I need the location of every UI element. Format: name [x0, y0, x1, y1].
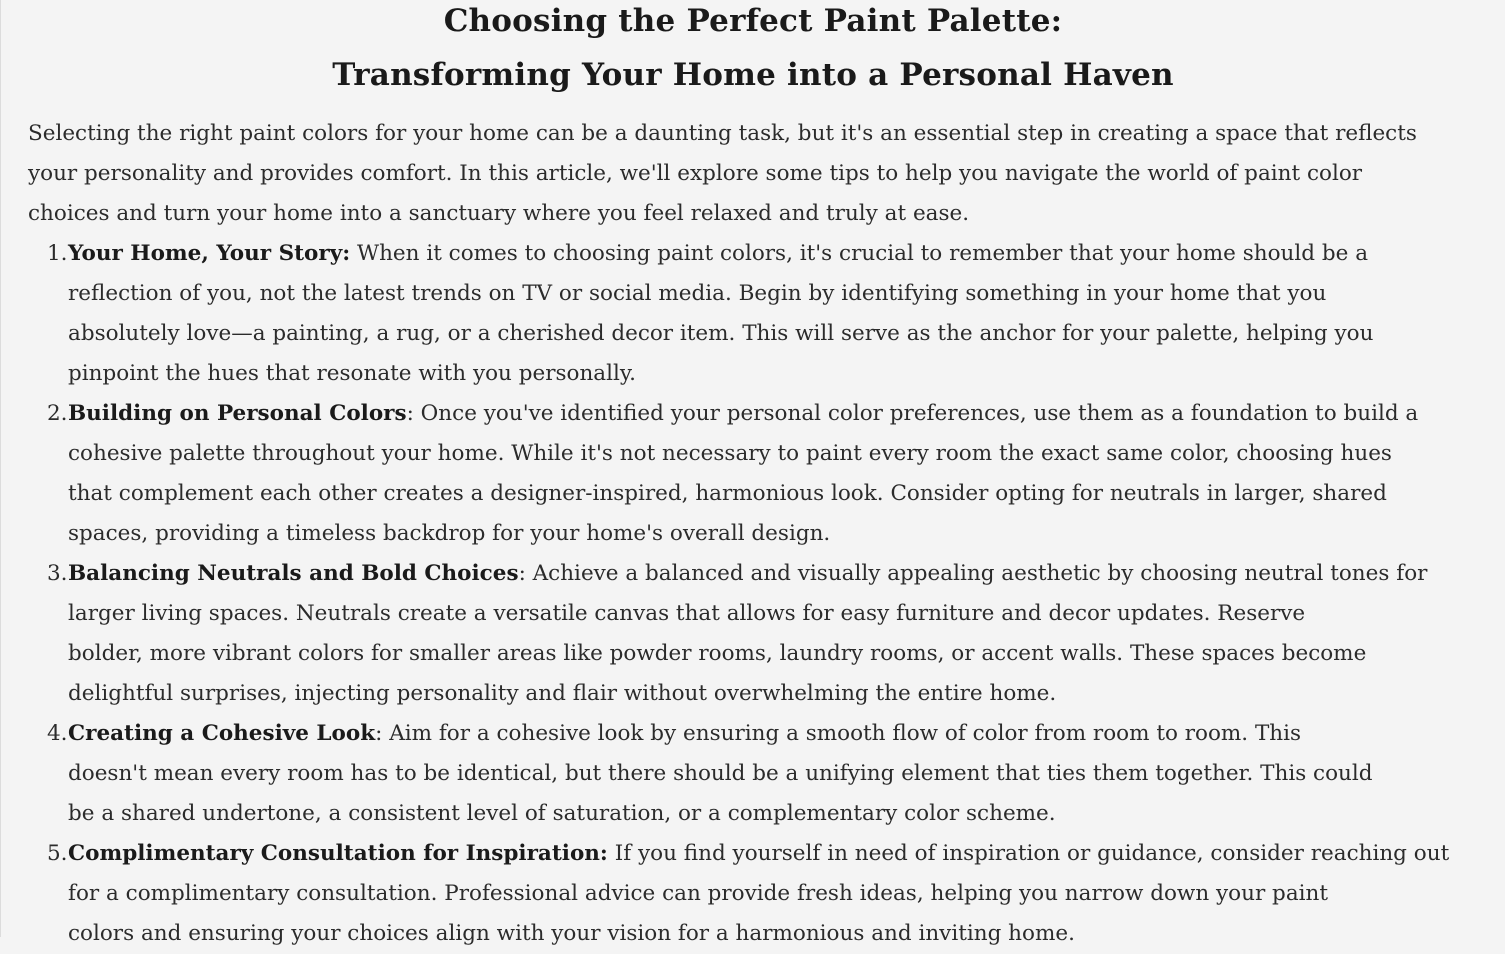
list-item-separator: :: [375, 721, 383, 746]
list-item-number: 3.: [47, 561, 68, 586]
list-item: [1, 234, 1401, 394]
article-title-line-1: Choosing the Perfect Paint Palette:: [443, 3, 1063, 39]
intro-line: choices and turn your home into a sanctuary where you feel relaxed and truly at ease.: [28, 201, 970, 226]
list-item-line: be a shared undertone, a consistent level of saturation, or a complementary color scheme.: [68, 801, 1056, 826]
list-item-heading: Building on Personal Colors: [68, 401, 407, 426]
list-item-number: 2.: [47, 401, 68, 426]
list-item-line: pinpoint the hues that resonate with you personally.: [68, 361, 636, 386]
list-item-first-line: [68, 834, 1450, 874]
list-item-line: that complement each other creates a designer-inspired, harmonious look. Consider opting for neutrals in larger, shared: [68, 481, 1387, 506]
list-item-number: 1.: [47, 241, 68, 266]
list-item-line: bolder, more vibrant colors for smaller areas like powder rooms, laundry rooms, or accent walls. These spaces become: [68, 641, 1367, 666]
list-item-first-line: [68, 394, 1419, 434]
list-item-line: doesn't mean every room has to be identical, but there should be a unifying element that ties them together. This could: [68, 761, 1373, 786]
list-item-number: 5.: [47, 841, 68, 866]
list-item-line: absolutely love—a painting, a rug, or a cherished decor item. This will serve as the anchor for your palette, helping you: [68, 321, 1374, 346]
list-item-first-line: [68, 714, 1401, 754]
list-item-heading: Balancing Neutrals and Bold Choices: [68, 561, 519, 586]
list-item-line: spaces, providing a timeless backdrop for your home's overall design.: [68, 521, 831, 546]
list-item: [1, 554, 1428, 714]
list-item-line: colors and ensuring your choices align with your vision for a harmonious and inviting home.: [68, 921, 1075, 946]
list-item: [1, 394, 1419, 554]
list-item-line: delightful surprises, injecting personality and flair without overwhelming the entire home.: [68, 681, 1057, 706]
intro-paragraph: [28, 114, 1428, 234]
list-item-first-line: [68, 234, 1401, 274]
list-item-first-line: [68, 554, 1428, 594]
list-item-line: for a complimentary consultation. Professional advice can provide fresh ideas, helping you narrow down your paint: [68, 881, 1328, 906]
list-item-separator: :: [406, 401, 414, 426]
list-item-heading: Creating a Cohesive Look: [68, 721, 376, 746]
list-item: [1, 834, 1450, 954]
list-item: [1, 714, 1401, 834]
list-item-text: Aim for a cohesive look by ensuring a smooth flow of color from room to room. This: [382, 721, 1302, 746]
list-item-line: cohesive palette throughout your home. While it's not necessary to paint every room the exact same color, choosing hues: [68, 441, 1392, 466]
list-item-line: larger living spaces. Neutrals create a versatile canvas that allows for easy furniture and decor updates. Reserve: [68, 601, 1306, 626]
article-title-line-2: Transforming Your Home into a Personal Haven: [332, 57, 1174, 93]
list-item-text: When it comes to choosing paint colors, it's crucial to remember that your home should be a: [350, 241, 1369, 266]
list-item-heading: Complimentary Consultation for Inspiration:: [68, 841, 608, 866]
list-item-line: reflection of you, not the latest trends on TV or social media. Begin by identifying something in your home that you: [68, 281, 1327, 306]
tips-list: [1, 234, 1450, 954]
article: [1, 0, 1450, 946]
intro-line: your personality and provides comfort. In this article, we'll explore some tips to help you navigate the world of paint color: [28, 161, 1363, 186]
list-item-number: 4.: [47, 721, 68, 746]
list-item-heading: Your Home, Your Story:: [68, 241, 351, 266]
list-item-text: Achieve a balanced and visually appealing aesthetic by choosing neutral tones for: [525, 561, 1428, 586]
intro-line: Selecting the right paint colors for your home can be a daunting task, but it's an essential step in creating a space that reflects: [28, 121, 1417, 146]
list-item-separator: :: [518, 561, 526, 586]
list-item-text: If you find yourself in need of inspiration or guidance, consider reaching out: [607, 841, 1450, 866]
list-item-text: Once you've identified your personal color preferences, use them as a foundation to build a: [413, 401, 1419, 426]
